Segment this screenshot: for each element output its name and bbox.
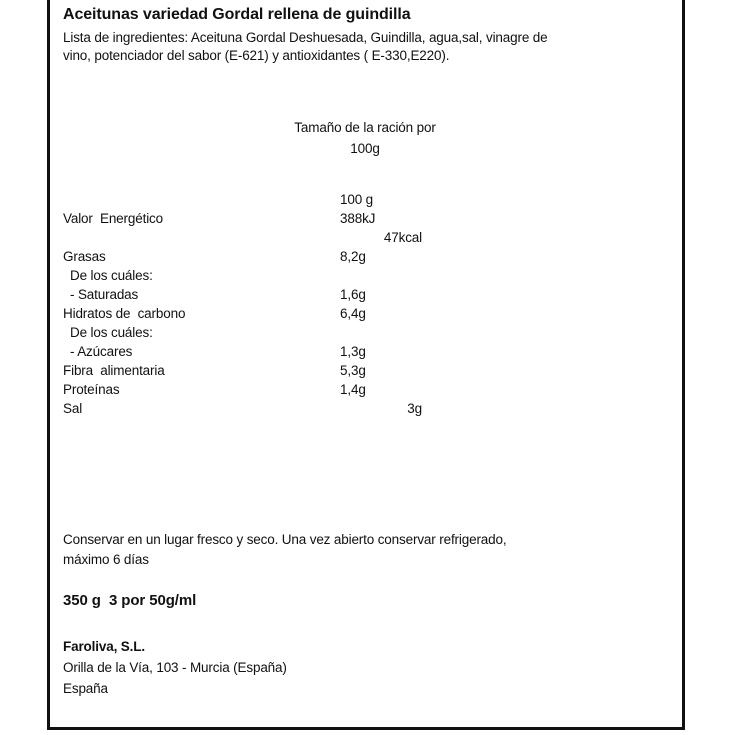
serving-size-label: Tamaño de la ración por [294, 120, 436, 135]
serving-size-block [230, 117, 500, 159]
manufacturer-block [63, 636, 623, 699]
table-row [50, 249, 682, 268]
table-row [50, 268, 682, 287]
ingredients-line: Lista de ingredientes: Aceituna Gordal Deshuesada, Guindilla, agua,sal, vinagre de [63, 30, 548, 45]
manufacturer-name: Faroliva, S.L. [63, 639, 145, 654]
nutrient-value: 1,3g [340, 344, 366, 359]
net-quantity: 350 g 3 por 50g/ml [63, 592, 197, 609]
nutrient-label: Fibra alimentaria [63, 363, 165, 378]
table-header-row [50, 192, 682, 211]
nutrition-column-header: 100 g [340, 192, 374, 207]
table-row [50, 287, 682, 306]
table-row [50, 211, 682, 230]
ingredients-line: vino, potenciador del sabor (E-621) y antioxidantes ( E-330,E220). [63, 48, 450, 63]
storage-line: Conservar en un lugar fresco y seco. Una vez abierto conservar refrigerado, [63, 532, 507, 547]
storage-line: máximo 6 días [63, 552, 149, 567]
nutrient-label: De los cuáles: [70, 325, 153, 340]
nutrient-label: Proteínas [63, 382, 120, 397]
nutrient-value: 6,4g [340, 306, 366, 321]
nutrient-label: De los cuáles: [70, 268, 153, 283]
nutrient-label: Sal [63, 401, 83, 416]
manufacturer-country: España [63, 681, 108, 696]
table-row [50, 382, 682, 401]
page-title: Aceitunas variedad Gordal rellena de guindilla [63, 6, 411, 23]
nutrient-label: Hidratos de carbono [63, 306, 186, 321]
nutrient-value: 1,6g [340, 287, 366, 302]
nutrient-value: 8,2g [340, 249, 366, 264]
nutrient-value: 388kJ [340, 211, 376, 226]
nutrition-table [50, 192, 682, 420]
nutrient-value: 5,3g [340, 363, 366, 378]
table-row [50, 401, 682, 420]
nutrient-label: - Saturadas [70, 287, 139, 302]
ingredients-list [63, 29, 673, 65]
nutrition-label-frame [47, 0, 685, 730]
nutrient-value: 3g [407, 401, 422, 416]
table-row [50, 325, 682, 344]
table-row [50, 344, 682, 363]
nutrient-label: - Azúcares [70, 344, 133, 359]
nutrient-value: 47kcal [383, 230, 422, 245]
nutrient-label: Valor Energético [63, 211, 164, 226]
nutrient-value: 1,4g [340, 382, 366, 397]
table-row [50, 230, 682, 249]
table-row [50, 363, 682, 382]
serving-size-value: 100g [350, 141, 380, 156]
storage-instructions [63, 530, 663, 570]
table-row [50, 306, 682, 325]
manufacturer-address: Orilla de la Vía, 103 - Murcia (España) [63, 660, 287, 675]
nutrient-label: Grasas [63, 249, 106, 264]
